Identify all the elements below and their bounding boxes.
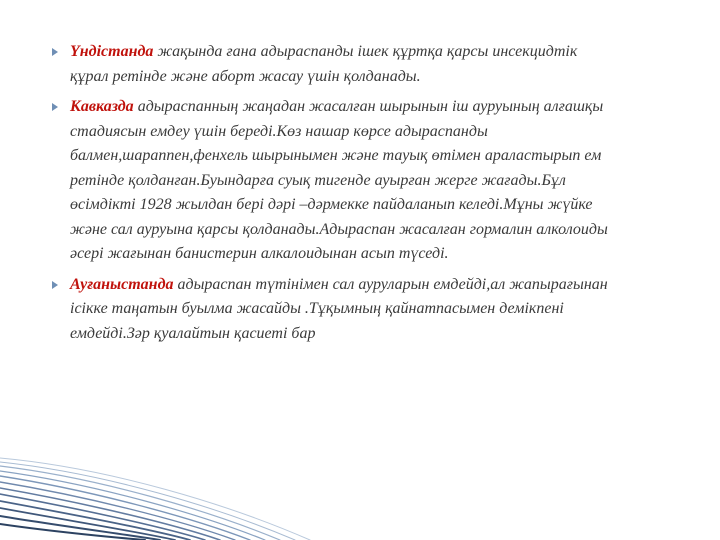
bullet-text: адыраспан түтінімен сал ауруларын емдейді,ал жапырағынан ісікке таңатын буылма жасайды .Тұқымның қайнатпасымен демікпені емдейді.Зәр қуалайтын қасиеті бар	[70, 275, 608, 342]
bullet-text: адыраспанның жаңадан жасалған шырынын іш ауруының алғашқы стадиясын емдеу үшін береді.Көз нашар көрсе адыраспанды балмен,шараппен,фенхель шырынымен және тауық өтімен араластырып ем ретінде қолданған.Буындарға суық тигенде ауырған жерге жағады.Бұл өсімдікті 1928 жылдан бері дәрі –дәрмекке пайдаланып келеді.Мұны жүйке және сал ауруына қарсы қолданады.Адыраспан жасалған гормалин алколоиды әсері жағынан банистерин алкалоидынан асып түседі.	[70, 98, 608, 262]
bullet-list	[52, 40, 612, 352]
bullet-keyword: Үндістанда	[70, 43, 154, 60]
bullet-text: жақында ғана адыраспанды ішек құртқа қарсы инсекцидтік құрал ретінде және аборт жасау үшін қолданады.	[70, 43, 578, 85]
bullet-arrow-icon	[52, 281, 58, 289]
bullet-keyword: Ауғаныстанда	[70, 275, 174, 293]
bullet-arrow-icon	[52, 103, 58, 111]
bullet-item-afghanistan	[52, 273, 612, 347]
bullet-item-india	[52, 40, 612, 89]
bullet-item-caucasus	[52, 95, 612, 267]
bullet-arrow-icon	[52, 48, 58, 56]
bullet-keyword: Кавказда	[70, 98, 134, 115]
